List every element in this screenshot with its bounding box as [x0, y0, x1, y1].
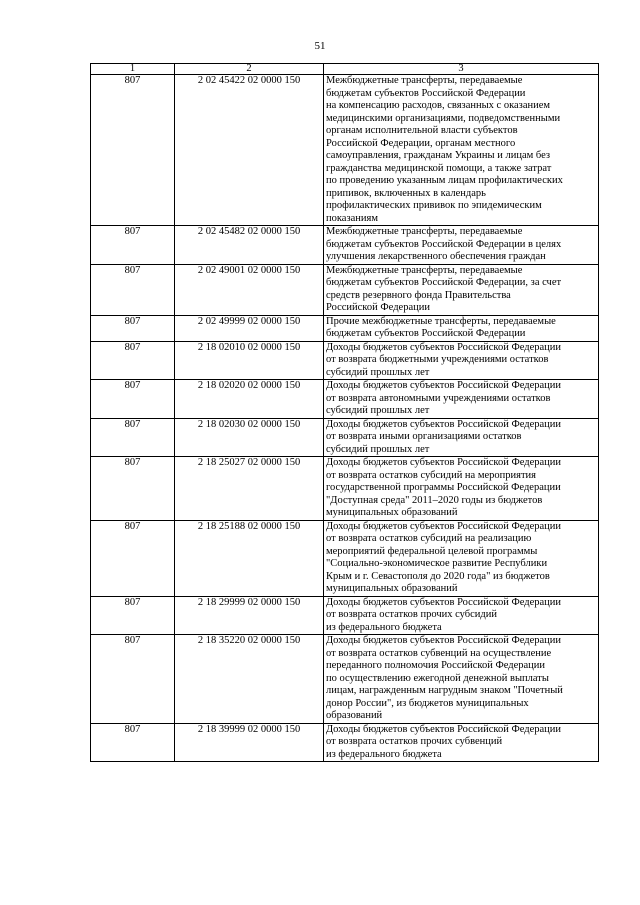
- table-header-row: [91, 64, 599, 75]
- admin-code-cell: 807: [91, 596, 175, 635]
- table-row: [91, 635, 599, 724]
- table-row: [91, 315, 599, 341]
- description-cell: Доходы бюджетов субъектов Российской Федерации от возврата остатков субсидий на реализацию мероприятий федеральной целевой программы "Социально-экономическое развитие Республики Крым и г. Севастополя до 2020 года" из бюджетов муниципальных образований: [324, 520, 599, 596]
- description-cell: Доходы бюджетов субъектов Российской Федерации от возврата автономными учреждениями остатков субсидий прошлых лет: [324, 380, 599, 419]
- budget-code-cell: 2 18 25027 02 0000 150: [175, 457, 324, 521]
- description-cell: Межбюджетные трансферты, передаваемые бюджетам субъектов Российской Федерации в целях улучшения лекарственного обеспечения граждан: [324, 226, 599, 265]
- column-header-3: 3: [324, 64, 599, 75]
- table-row: [91, 723, 599, 762]
- admin-code-cell: 807: [91, 418, 175, 457]
- column-header-1: 1: [91, 64, 175, 75]
- budget-code-cell: 2 18 02020 02 0000 150: [175, 380, 324, 419]
- admin-code-cell: 807: [91, 635, 175, 724]
- budget-code-cell: 2 02 49001 02 0000 150: [175, 264, 324, 315]
- budget-code-cell: 2 18 02030 02 0000 150: [175, 418, 324, 457]
- description-cell: Доходы бюджетов субъектов Российской Федерации от возврата остатков субсидий на мероприятия государственной программы Российской Федерации "Доступная среда" 2011–2020 годы из бюджетов муниципальных образований: [324, 457, 599, 521]
- description-cell: Межбюджетные трансферты, передаваемые бюджетам субъектов Российской Федерации, за счет средств резервного фонда Правительства Российской Федерации: [324, 264, 599, 315]
- budget-code-cell: 2 18 35220 02 0000 150: [175, 635, 324, 724]
- table-row: [91, 264, 599, 315]
- table-row: [91, 380, 599, 419]
- table-row: [91, 596, 599, 635]
- admin-code-cell: 807: [91, 380, 175, 419]
- description-cell: Доходы бюджетов субъектов Российской Федерации от возврата иными организациями остатков субсидий прошлых лет: [324, 418, 599, 457]
- admin-code-cell: 807: [91, 457, 175, 521]
- description-cell: Доходы бюджетов субъектов Российской Федерации от возврата остатков субвенций на осуществление переданного полномочия Российской Федерации по осуществлению ежегодной денежной выплаты лицам, награжденным нагрудным знаком "Почетный донор России", из бюджетов муниципальных образований: [324, 635, 599, 724]
- column-header-2: 2: [175, 64, 324, 75]
- description-cell: Прочие межбюджетные трансферты, передаваемые бюджетам субъектов Российской Федерации: [324, 315, 599, 341]
- admin-code-cell: 807: [91, 341, 175, 380]
- page-number: 51: [314, 40, 326, 52]
- admin-code-cell: 807: [91, 75, 175, 226]
- admin-code-cell: 807: [91, 315, 175, 341]
- description-cell: Доходы бюджетов субъектов Российской Федерации от возврата остатков прочих субвенций из федерального бюджета: [324, 723, 599, 762]
- budget-classification-table: [90, 63, 599, 762]
- table-row: [91, 457, 599, 521]
- description-cell: Межбюджетные трансферты, передаваемые бюджетам субъектов Российской Федерации на компенсацию расходов, связанных с оказанием медицинскими организациями, подведомственными органам исполнительной власти субъектов Российской Федерации, органам местного самоуправления, гражданам Украины и лицам без гражданства медицинской помощи, а также затрат по проведению указанным лицам профилактических припивок, включенных в календарь профилактических прививок по эпидемическим показаниям: [324, 75, 599, 226]
- table-body: [91, 64, 599, 762]
- admin-code-cell: 807: [91, 226, 175, 265]
- budget-code-cell: 2 18 25188 02 0000 150: [175, 520, 324, 596]
- admin-code-cell: 807: [91, 520, 175, 596]
- table-row: [91, 418, 599, 457]
- budget-code-cell: 2 18 02010 02 0000 150: [175, 341, 324, 380]
- table-row: [91, 75, 599, 226]
- table-row: [91, 341, 599, 380]
- budget-code-cell: 2 02 45482 02 0000 150: [175, 226, 324, 265]
- budget-code-cell: 2 02 45422 02 0000 150: [175, 75, 324, 226]
- description-cell: Доходы бюджетов субъектов Российской Федерации от возврата бюджетными учреждениями остатков субсидий прошлых лет: [324, 341, 599, 380]
- table-row: [91, 520, 599, 596]
- table-row: [91, 226, 599, 265]
- budget-code-cell: 2 02 49999 02 0000 150: [175, 315, 324, 341]
- budget-code-cell: 2 18 29999 02 0000 150: [175, 596, 324, 635]
- admin-code-cell: 807: [91, 723, 175, 762]
- budget-code-cell: 2 18 39999 02 0000 150: [175, 723, 324, 762]
- admin-code-cell: 807: [91, 264, 175, 315]
- description-cell: Доходы бюджетов субъектов Российской Федерации от возврата остатков прочих субсидий из федерального бюджета: [324, 596, 599, 635]
